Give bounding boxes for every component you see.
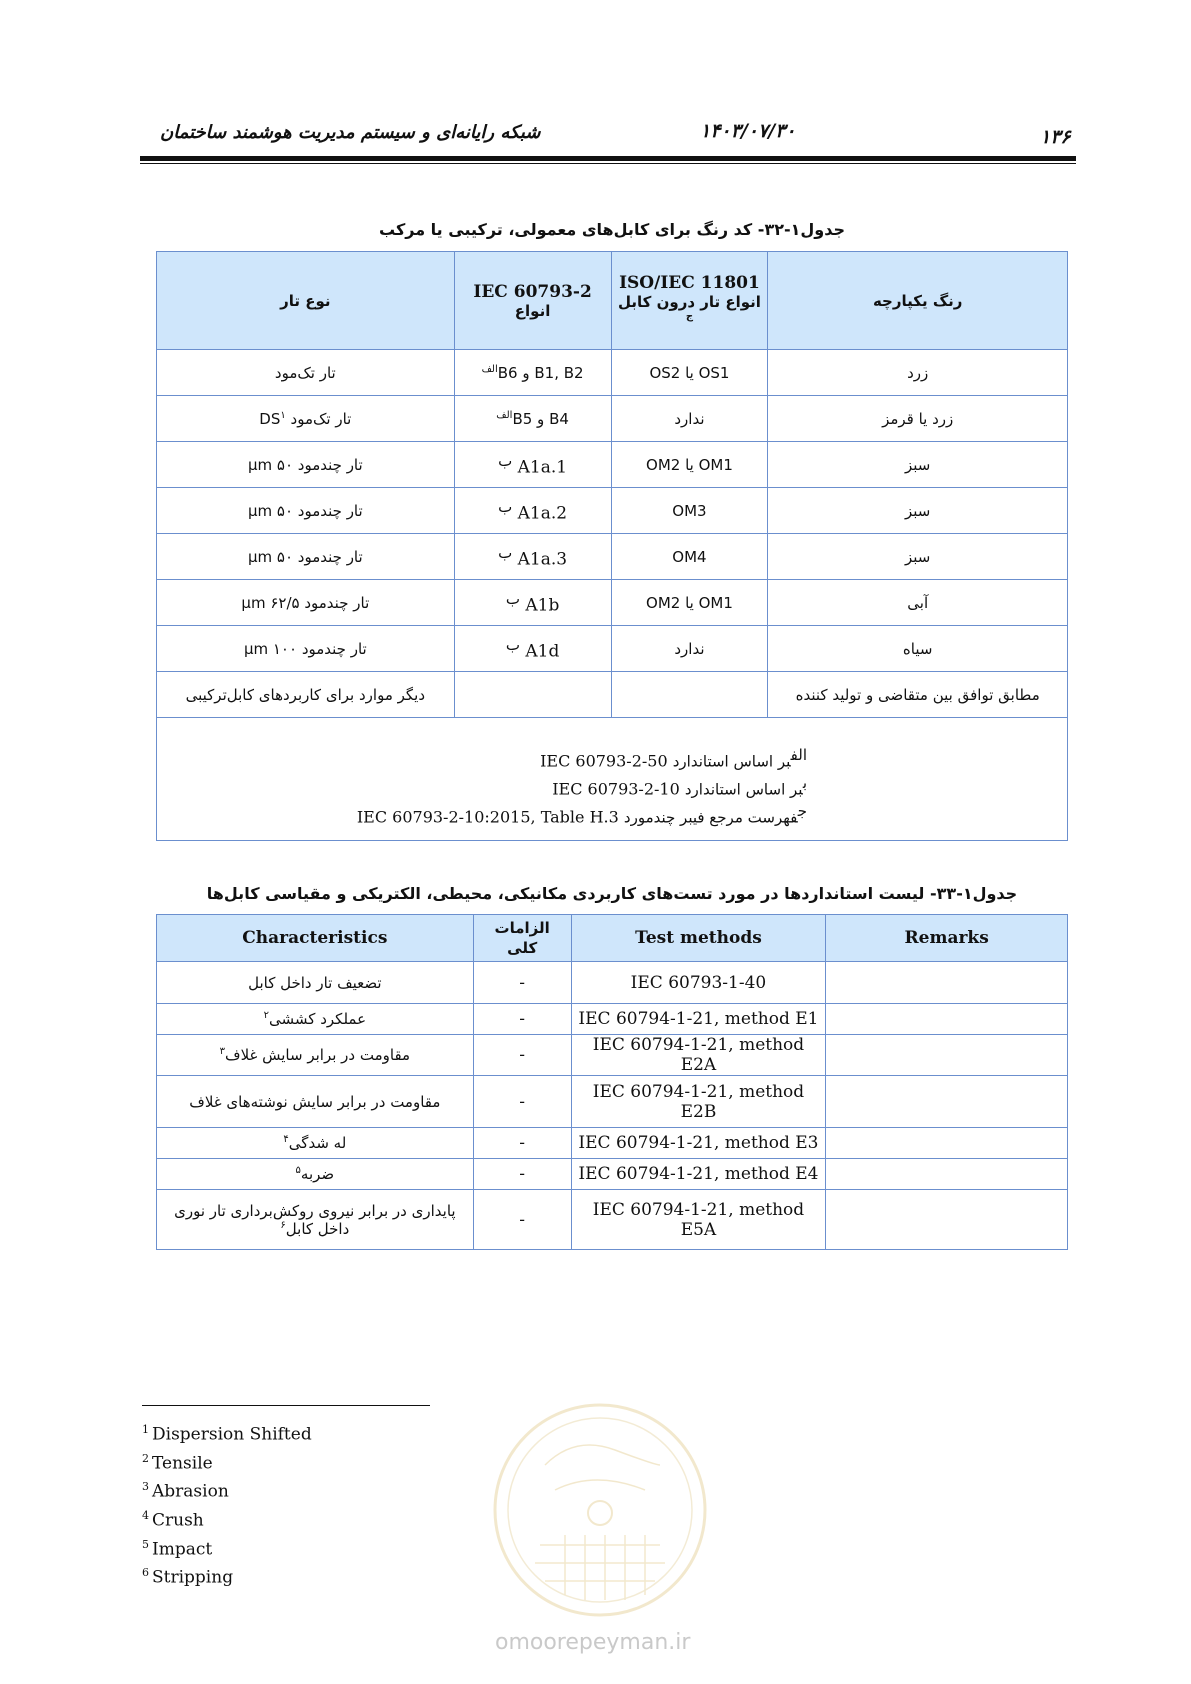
- standards-table: [156, 914, 1068, 1250]
- footnote-rule: [142, 1405, 430, 1406]
- cell-characteristic: مقاومت در برابر سایش غلاف$^۳$: [157, 1035, 474, 1076]
- cell-iec: A1a.1 $^ب$: [454, 442, 611, 488]
- cell-fiber: تار چندمود ۵۰ μm: [157, 534, 455, 580]
- cell-characteristic: له شدگی$^۴$: [157, 1128, 474, 1159]
- cell-characteristic: پایداری در برابر نیروی روکش‌برداری تار نوری داخل کابل$^۶$: [157, 1190, 474, 1250]
- cell-fiber: دیگر موارد برای کاربردهای کابل‌ترکیبی: [157, 672, 455, 718]
- cell-requirement: -: [473, 1035, 571, 1076]
- cell-iso: OM4: [611, 534, 768, 580]
- table-row: [157, 1159, 1068, 1190]
- watermark-url: omoorepeyman.ir: [495, 1630, 691, 1655]
- cell-fiber: تار چندمود ۵۰ μm: [157, 488, 455, 534]
- cell-method: IEC 60793-1-40: [571, 962, 826, 1004]
- cell-remarks: [826, 1076, 1068, 1128]
- header-rule-thick: [140, 156, 1076, 161]
- footnote: $^5$ Impact: [142, 1537, 213, 1560]
- table-row: [157, 962, 1068, 1004]
- header-color: رنگ یکپارچه: [768, 252, 1068, 350]
- cell-color: سبز: [768, 442, 1068, 488]
- cell-fiber: تار تک‌مود $DS^۱$: [157, 396, 455, 442]
- cell-characteristic: عملکرد کششی$^۲$: [157, 1004, 474, 1035]
- cell-fiber: تار چندمود ۵۰ μm: [157, 442, 455, 488]
- watermark-logo: [485, 1395, 715, 1625]
- table-row: [157, 580, 1068, 626]
- cell-requirement: -: [473, 1128, 571, 1159]
- cell-remarks: [826, 962, 1068, 1004]
- cell-method: IEC 60794-1-21, method E5A: [571, 1190, 826, 1250]
- cell-requirement: -: [473, 962, 571, 1004]
- table-row: [157, 534, 1068, 580]
- table-row: [157, 672, 1068, 718]
- cell-remarks: [826, 1159, 1068, 1190]
- cell-remarks: [826, 1004, 1068, 1035]
- note-c: $^ج$فهرست مرجع فیبر چندمورد IEC 60793-2-10:2015, Table H.3: [356, 802, 807, 827]
- cell-iec: B1, B2 و $B6^{الف}$: [454, 350, 611, 396]
- cell-iec: [454, 672, 611, 718]
- table1-caption: جدول۱-۳۲- کد رنگ برای کابل‌های معمولی، ترکیبی یا مرکب: [379, 220, 845, 239]
- cell-characteristic: ضربه$^۵$: [157, 1159, 474, 1190]
- cell-characteristic: تضعیف تار داخل کابل: [157, 962, 474, 1004]
- cell-method: IEC 60794-1-21, method E2A: [571, 1035, 826, 1076]
- table-row: [157, 1035, 1068, 1076]
- cell-remarks: [826, 1035, 1068, 1076]
- cell-method: IEC 60794-1-21, method E4: [571, 1159, 826, 1190]
- color-code-table: [156, 251, 1068, 841]
- book-title: شبکه رایانه‌ای و سیستم مدیریت هوشمند ساختمان: [160, 122, 541, 143]
- table-row: [157, 1190, 1068, 1250]
- header-iso: ISO/IEC 11801 انواع تار درون کابل $^ج$: [611, 252, 768, 350]
- footnotes: [142, 1418, 312, 1590]
- table-row: [157, 626, 1068, 672]
- cell-color: مطابق توافق بین متقاضی و تولید کننده: [768, 672, 1068, 718]
- note-a: $^{الف}$بر اساس استاندارد IEC 60793-2-50: [540, 745, 807, 770]
- header-test-methods: Test methods: [571, 915, 826, 962]
- footnote: $^4$ Crush: [142, 1508, 204, 1531]
- table2-caption: جدول۱-۳۳- لیست استانداردها در مورد تست‌های کاربردی مکانیکی، محیطی، الکتریکی و مقیاسی کابل‌ها: [206, 884, 1018, 903]
- cell-requirement: -: [473, 1004, 571, 1035]
- page-header: [140, 118, 1076, 152]
- cell-color: سیاه: [768, 626, 1068, 672]
- cell-iso: ندارد: [611, 396, 768, 442]
- cell-fiber: تار چندمود ۱۰۰ μm: [157, 626, 455, 672]
- cell-iso: ندارد: [611, 626, 768, 672]
- cell-color: زرد: [768, 350, 1068, 396]
- table-row: [157, 396, 1068, 442]
- note-b: $^ب$بر اساس استاندارد IEC 60793-2-10: [552, 773, 807, 799]
- footnote: $^6$ Stripping: [142, 1566, 234, 1588]
- cell-requirement: -: [473, 1190, 571, 1250]
- cell-method: IEC 60794-1-21, method E1: [571, 1004, 826, 1035]
- table-row: [157, 350, 1068, 396]
- header-characteristics: Characteristics: [157, 915, 474, 962]
- table-row: [157, 442, 1068, 488]
- header-fiber-type: نوع تار: [157, 252, 455, 350]
- cell-iec: A1a.3 $^ب$: [454, 534, 611, 580]
- header-date: ۱۴۰۳/۰۷/۳۰: [700, 120, 796, 142]
- cell-remarks: [826, 1190, 1068, 1250]
- cell-requirement: -: [473, 1159, 571, 1190]
- cell-iso: OM3: [611, 488, 768, 534]
- header-rule-thin: [140, 163, 1076, 164]
- table2-header-row: [157, 915, 1068, 962]
- cell-fiber: تار چندمود ۶۲/۵ μm: [157, 580, 455, 626]
- cell-requirement: -: [473, 1076, 571, 1128]
- cell-color: سبز: [768, 488, 1068, 534]
- footnote: $^3$ Abrasion: [142, 1480, 229, 1502]
- cell-iec: A1a.2 $^ب$: [454, 488, 611, 534]
- header-requirements: الزامات کلی: [473, 915, 571, 962]
- cell-iso: OS1 یا OS2: [611, 350, 768, 396]
- cell-color: سبز: [768, 534, 1068, 580]
- cell-characteristic: مقاومت در برابر سایش نوشته‌های غلاف: [157, 1076, 474, 1128]
- footnote: $^1$ Dispersion Shifted: [142, 1423, 312, 1445]
- cell-iso: [611, 672, 768, 718]
- cell-iec: A1d $^ب$: [454, 626, 611, 672]
- table1-header-row: [157, 252, 1068, 350]
- cell-iec: A1b $^ب$: [454, 580, 611, 626]
- cell-iso: OM1 یا OM2: [611, 580, 768, 626]
- table-row: [157, 1128, 1068, 1159]
- cell-color: زرد یا قرمز: [768, 396, 1068, 442]
- header-remarks: Remarks: [826, 915, 1068, 962]
- header-iec: IEC 60793-2 انواع: [454, 252, 611, 350]
- cell-method: IEC 60794-1-21, method E3: [571, 1128, 826, 1159]
- cell-iec: B4 و $B5^{الف}$: [454, 396, 611, 442]
- cell-color: آبی: [768, 580, 1068, 626]
- page-number: ۱۳۶: [1040, 126, 1071, 148]
- table-row: [157, 1076, 1068, 1128]
- table1-notes: [157, 718, 1068, 841]
- table-row: [157, 488, 1068, 534]
- table1-notes-row: [157, 718, 1068, 841]
- cell-method: IEC 60794-1-21, method E2B: [571, 1076, 826, 1128]
- cell-remarks: [826, 1128, 1068, 1159]
- footnote: $^2$ Tensile: [142, 1451, 213, 1474]
- cell-fiber: تار تک‌مود: [157, 350, 455, 396]
- table-row: [157, 1004, 1068, 1035]
- cell-iso: OM1 یا OM2: [611, 442, 768, 488]
